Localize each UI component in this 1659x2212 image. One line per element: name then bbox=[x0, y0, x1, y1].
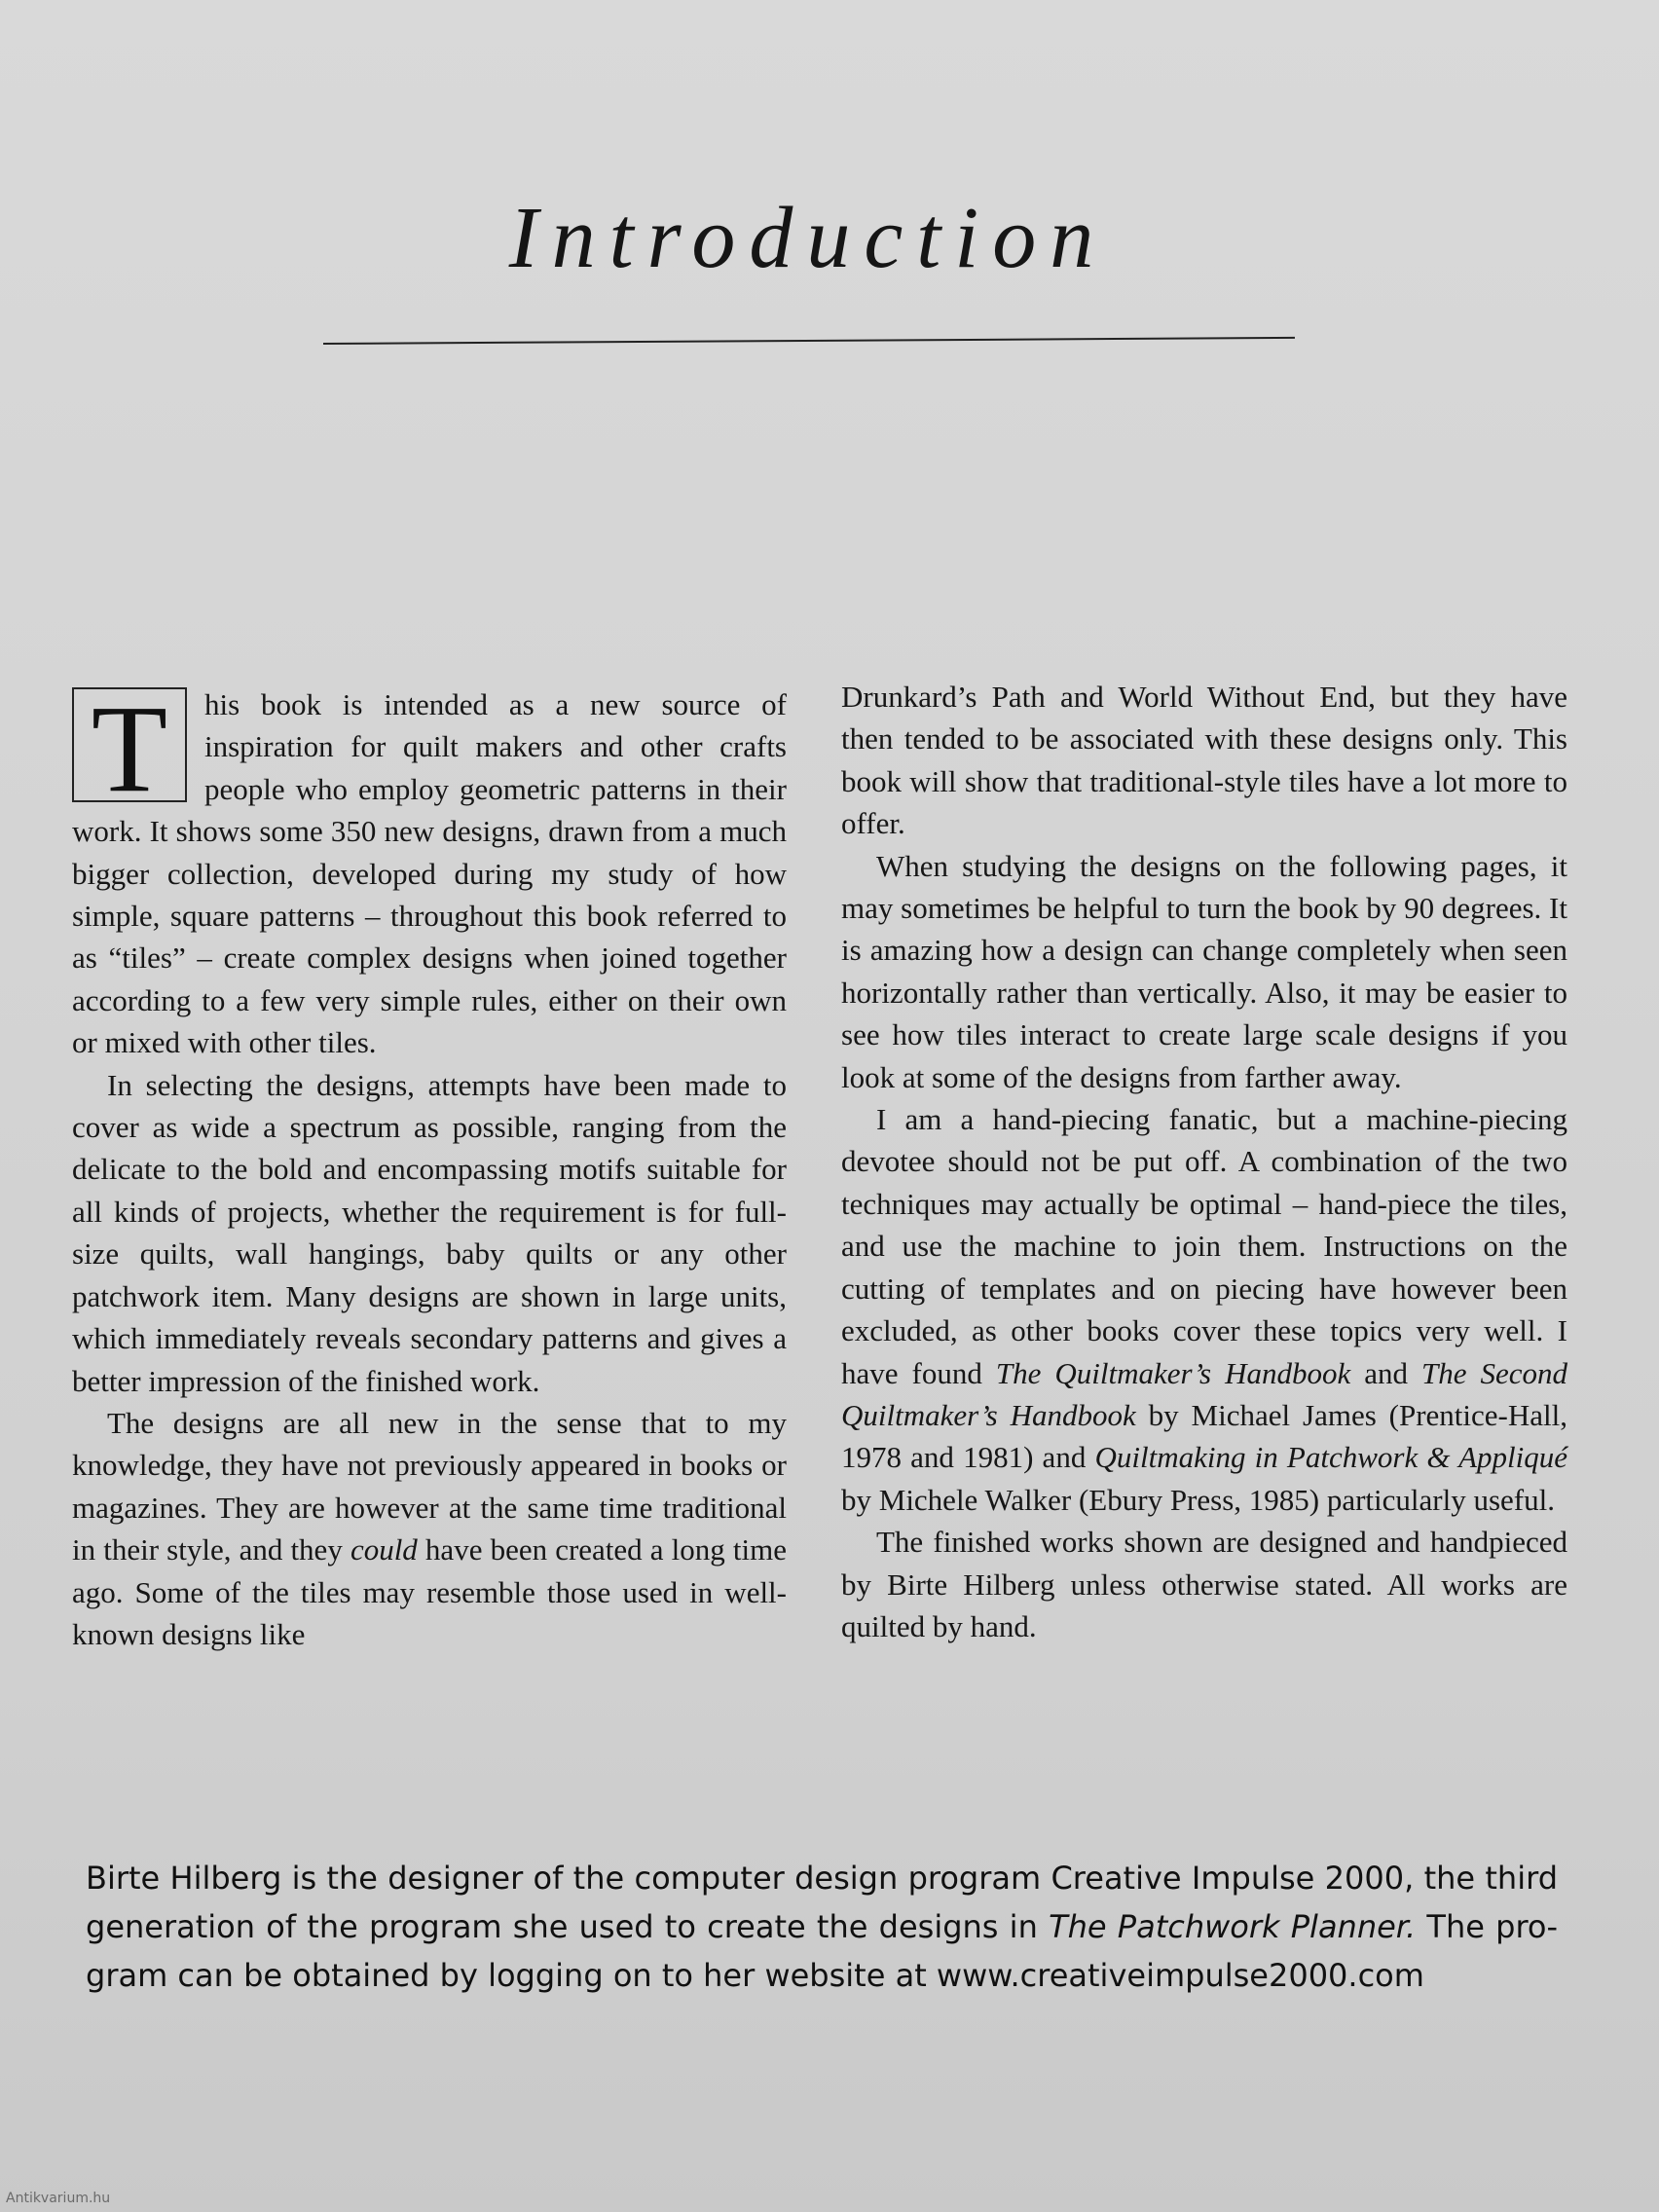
right-paragraph-3-text-a: I am a hand-piecing fanatic, but a machine-piecing devotee should not be put off. A combination of the two techniques may actually be optimal – hand-piece the tiles, and use the machine to join them. Instructions on the cutting of templates and on piecing have however been excluded, as other books cover these topics very well. I have found bbox=[841, 1102, 1567, 1390]
drop-cap: T bbox=[72, 687, 187, 802]
right-paragraph-3-text-b: and bbox=[1350, 1355, 1421, 1390]
right-column bbox=[841, 676, 1567, 1647]
left-paragraph-3-emphasis: could bbox=[350, 1532, 418, 1567]
right-paragraph-3 bbox=[841, 1098, 1567, 1521]
left-paragraph-3-text-b: have been created a long time ago. Some of the tiles may resemble those used in well-known designs like bbox=[72, 1532, 787, 1651]
left-paragraph-2: In selecting the designs, attempts have been made to cover as wide a spectrum as possible, ranging from the delicate to the bold and encompassing motifs suitable for all kinds of projects, whether the requirement is for full-size quilts, wall hangings, baby quilts or any other patchwork item. Many designs are shown in large units, which immediately reveals secondary patterns and gives a better impression of the finished work. bbox=[72, 1067, 787, 1398]
left-column bbox=[72, 680, 787, 1655]
left-paragraph-1-text: his book is intended as a new source of inspiration for quilt makers and other crafts people who employ geometric patterns in their work. It shows some 350 new designs, drawn from a much bigger collection, developed during my study of how simple, square patterns – throughout this book referred to as “tiles” – create complex designs when joined together according to a few very simple rules, either on their own or mixed with other tiles. bbox=[72, 687, 787, 1060]
author-note-text-a: Birte Hilberg is the designer of the computer design program Creative Impulse 2000, the third generation of the program she used to create the designs in bbox=[86, 1860, 1558, 1945]
author-note-text-b: The program can be obtained by logging on to her website at www.creativeimpulse2000.com bbox=[86, 1908, 1559, 1994]
title-rule bbox=[323, 337, 1295, 345]
book-title-quiltmaking-in-patchwork: Quiltmaking in Patchwork & Appliqué bbox=[1094, 1440, 1567, 1475]
right-paragraph-3-text-d: by Michele Walker (Ebury Press, 1985) particularly useful. bbox=[841, 1482, 1555, 1517]
author-note-book-title: The Patchwork Planner. bbox=[1049, 1908, 1417, 1945]
right-paragraph-3-text-c: by Michael James (Prentice-Hall, 1978 and 1981) and bbox=[841, 1397, 1567, 1475]
right-paragraph-2: When studying the designs on the following pages, it may sometimes be helpful to turn the book by 90 degrees. It is amazing how a design can change completely when seen horizontally rather than vertically. Also, it may be easier to see how tiles interact to create large scale designs if you look at some of the designs from farther away. bbox=[841, 848, 1567, 1094]
author-note bbox=[86, 1854, 1558, 2000]
page-title: Introduction bbox=[508, 190, 1108, 286]
book-title-second-quiltmakers-handbook: The Second Quiltmaker’s Handbook bbox=[841, 1355, 1567, 1432]
book-title-quiltmakers-handbook: The Quiltmaker’s Handbook bbox=[995, 1355, 1351, 1390]
right-paragraph-4: The finished works shown are designed and handpieced by Birte Hilberg unless otherwise stated. All works are quilted by hand. bbox=[841, 1525, 1567, 1643]
right-paragraph-1: Drunkard’s Path and World Without End, but they have then tended to be associated with these designs only. This book will show that traditional-style tiles have a lot more to offer. bbox=[841, 680, 1567, 841]
left-paragraph-3 bbox=[72, 1402, 787, 1655]
watermark: Antikvarium.hu bbox=[6, 2191, 111, 2206]
left-paragraph-1 bbox=[72, 680, 787, 1064]
left-paragraph-3-text-a: The designs are all new in the sense that to my knowledge, they have not previously appeared in books or magazines. They are however at the same time traditional in their style, and they bbox=[72, 1405, 787, 1567]
